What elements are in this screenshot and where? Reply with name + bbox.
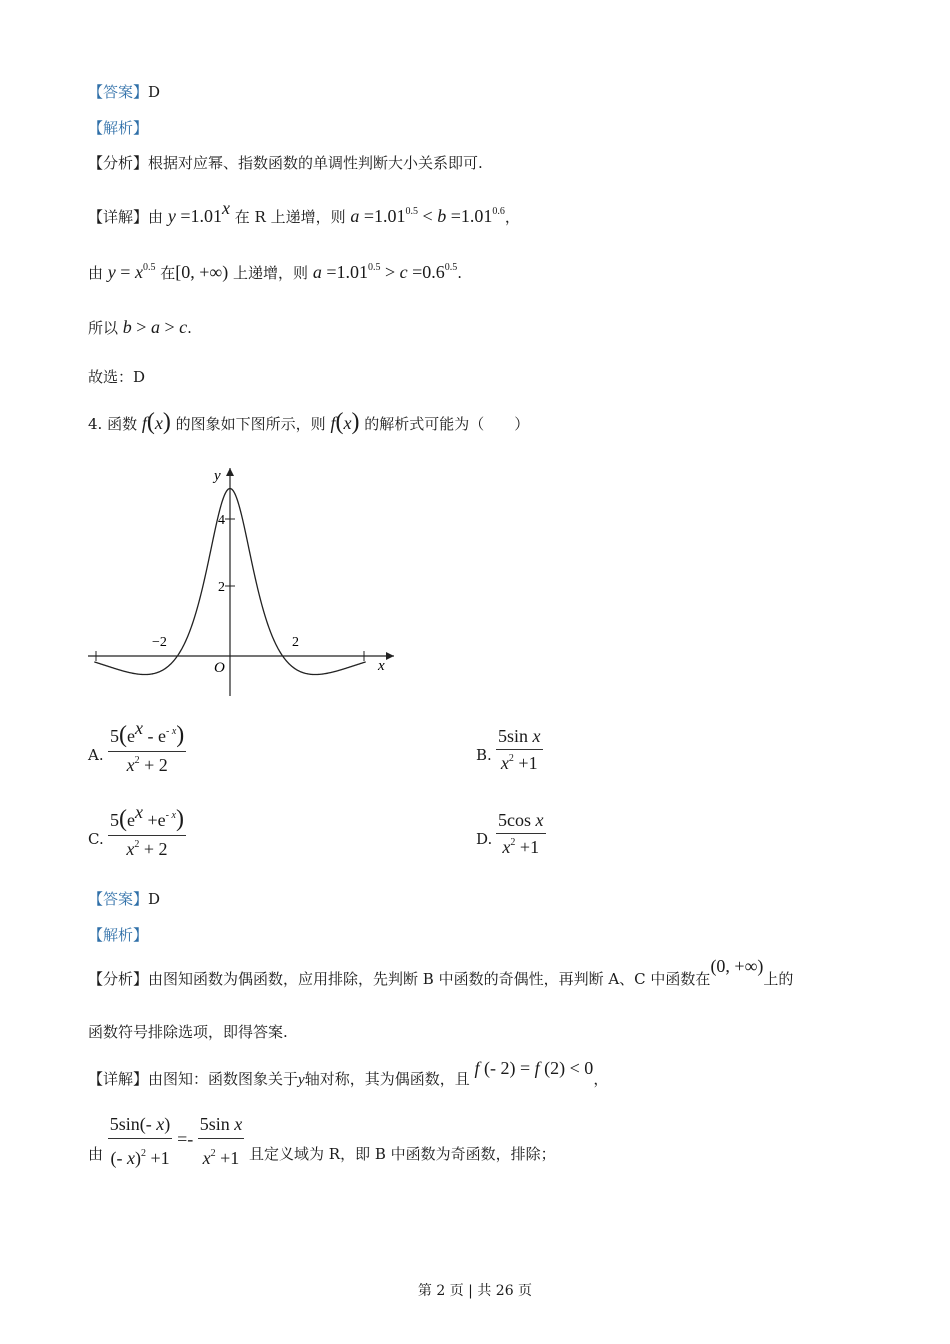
option-d-label: D.	[476, 830, 493, 848]
fenxi-text: 由图知函数为偶函数，应用排除，先判断 B 中函数的奇偶性，再判断 A、C 中函数在	[148, 970, 711, 988]
answer-tag: 【答案】	[88, 890, 149, 908]
fenxi-tag: 【分析】	[88, 970, 149, 988]
fenxi-line	[88, 153, 483, 173]
page-footer: 第 2 页 | 共 26 页	[417, 1283, 533, 1299]
answer-value: D	[148, 83, 161, 101]
x-axis-label: x	[378, 658, 385, 674]
answer-line	[88, 82, 160, 102]
y-axis-label: y	[214, 468, 221, 484]
option-b-formula: $\frac{\text{5sin x}}{x^2 +1}$	[498, 726, 541, 773]
formula-y-exp: y	[167, 206, 176, 226]
option-d-formula: $\frac{\text{5cos x}}{x^2 +1}$	[498, 810, 544, 857]
stem-text: 的图象如下图所示，则	[175, 415, 326, 433]
detail-text: 且定义域为 R，即 B 中函数为奇函数，排除；	[249, 1145, 556, 1163]
origin-label: O	[214, 660, 225, 676]
analysis-tag: 【解析】	[88, 119, 149, 137]
fenxi-text: 根据对应幂、指数函数的单调性判断大小关系即可.	[148, 154, 483, 172]
detail-text: 在 R 上递增，则	[234, 208, 346, 226]
tick-label-neg2: −2	[152, 635, 167, 650]
detail-text: 在	[160, 264, 176, 282]
detail-line-1: 【详解】由 $y =1.01^x$ 在 R 上递增，则 $a =1.01^{0.5} < b =1.01^{0.6}$，	[88, 198, 520, 226]
detail-text: 由	[148, 208, 164, 226]
stem-text: 4. 函数	[88, 415, 138, 433]
tick-label-2-y: 2	[218, 580, 225, 595]
x-axis-arrow	[386, 652, 394, 660]
detail-line-2: 由 $y = x^{0.5}$ 在[0, +∞) 上递增，则 $a =1.01^{0.5} > c =0.6^{0.5}$.	[88, 262, 463, 282]
tick-label-4: 4	[218, 513, 225, 528]
option-c-formula: $\frac{5(e^x +e^{- x})}{x^2 + 2}$	[110, 802, 184, 859]
option-a-formula: $\frac{5(e^x - e^{- x})}{x^2 + 2}$	[110, 718, 185, 775]
detail-text: ，	[593, 1070, 609, 1088]
detail-line-3: 所以 b > a > c.	[88, 317, 192, 337]
choice-line: 故选：D	[88, 368, 146, 386]
answer-line-2	[88, 889, 160, 909]
detail-tag: 【详解】	[88, 208, 149, 226]
answer-tag: 【答案】	[88, 83, 149, 101]
detail-text: 由	[88, 1145, 104, 1163]
stem-text: 的解析式可能为（ ）	[364, 415, 530, 433]
detail-text: 轴对称，其为偶函数，且	[304, 1070, 470, 1088]
fenxi-text: 上的	[763, 970, 794, 988]
detail-text: 上递增，则	[233, 264, 309, 282]
fenxi-line-3: 函数符号排除选项，即得答案.	[88, 1023, 288, 1041]
y-axis-arrow	[226, 468, 234, 476]
detail-text: 由图知：函数图象关于	[148, 1070, 299, 1088]
fenxi-tag: 【分析】	[88, 154, 149, 172]
option-a-label: A.	[88, 746, 104, 764]
detail-y: y	[298, 1072, 305, 1088]
answer-value: D	[148, 890, 161, 908]
fenxi-line-2: 【分析】由图知函数为偶函数，应用排除，先判断 B 中函数的奇偶性，再判断 A、C 中函数在(0, +∞)上的	[88, 956, 794, 988]
detail-text: 由	[88, 264, 104, 282]
question-4-stem: 4. 函数 f(x) 的图象如下图所示，则 f(x) 的解析式可能为（ ）	[88, 409, 530, 435]
function-graph	[84, 462, 404, 702]
detail-tag: 【详解】	[88, 1070, 149, 1088]
analysis-tag-2: 【解析】	[88, 926, 149, 944]
option-b-label: B.	[476, 746, 492, 764]
option-c-label: C.	[88, 830, 104, 848]
detail-line-4: 【详解】由图知：函数图象关于y轴对称，其为偶函数，且 f (- 2) = f (2) < 0，	[88, 1058, 609, 1088]
tick-label-2-x: 2	[292, 635, 299, 650]
detail-text: 所以	[88, 319, 119, 337]
detail-line-5: 由 $\frac{5\sin(- x)}{(- x)^2 +1}$ =- $\frac{\text{5sin x}}{x^2 +1}$ 且定义域为 R，即 B 中函数为奇函数，排除；	[88, 1114, 556, 1168]
